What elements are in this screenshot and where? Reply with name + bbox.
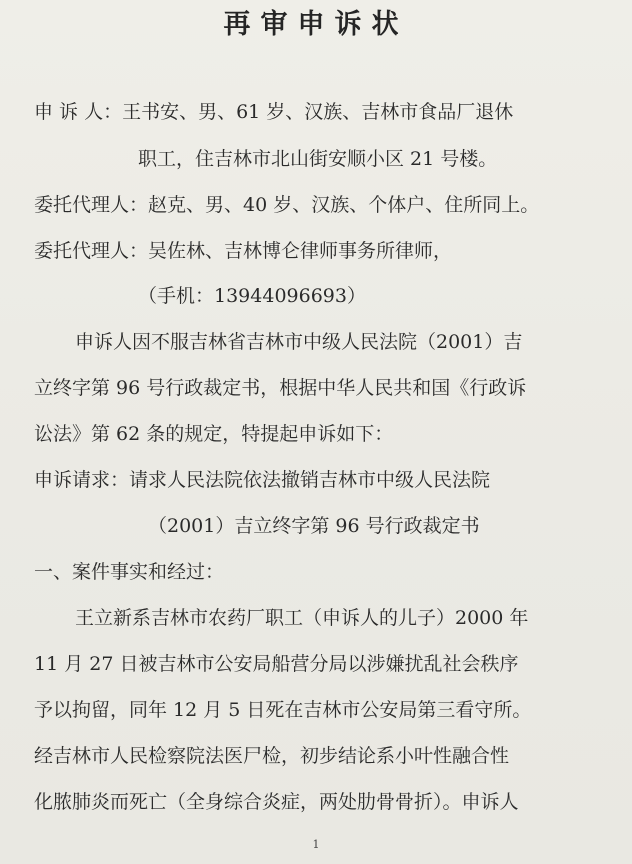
facts-paragraph-line: 予以拘留，同年 12 月 5 日死在吉林市公安局第三看守所。 — [34, 699, 532, 721]
appellant-line-2: 职工，住吉林市北山街安顺小区 21 号楼。 — [138, 148, 498, 170]
appellant-line-1: 申 诉 人：王书安、男、61 岁、汉族、吉林市食品厂退休 — [34, 101, 514, 123]
agent-line-1: 委托代理人：赵克、男、40 岁、汉族、个体户、住所同上。 — [34, 194, 540, 216]
agent-line-2: 委托代理人：吴佐林、吉林博仑律师事务所律师， — [34, 240, 453, 262]
facts-paragraph-line: 经吉林市人民检察院法医尸检，初步结论系小叶性融合性 — [34, 745, 510, 767]
facts-paragraph-line: 王立新系吉林市农药厂职工（申诉人的儿子）2000 年 — [75, 607, 529, 629]
facts-paragraph-line: 化脓肺炎而死亡（全身综合炎症，两处肋骨骨折）。申诉人 — [34, 791, 519, 813]
appeal-request-line: 申诉请求：请求人民法院依法撤销吉林市中级人民法院 — [34, 469, 491, 491]
body-paragraph-line: 讼法》第 62 条的规定，特提起申诉如下： — [34, 423, 394, 445]
body-paragraph-line: 立终字第 96 号行政裁定书，根据中华人民共和国《行政诉 — [34, 377, 527, 399]
appeal-request-line: （2001）吉立终字第 96 号行政裁定书 — [148, 515, 480, 537]
document-title: 再审申诉状 — [223, 9, 409, 40]
section-heading: 一、案件事实和经过： — [34, 561, 225, 583]
facts-paragraph-line: 11 月 27 日被吉林市公安局船营分局以涉嫌扰乱社会秩序 — [34, 653, 519, 675]
page-number: 1 — [312, 838, 320, 851]
agent-phone-line: （手机：13944096693） — [138, 285, 366, 307]
body-paragraph-line: 申诉人因不服吉林省吉林市中级人民法院（2001）吉 — [75, 331, 523, 353]
